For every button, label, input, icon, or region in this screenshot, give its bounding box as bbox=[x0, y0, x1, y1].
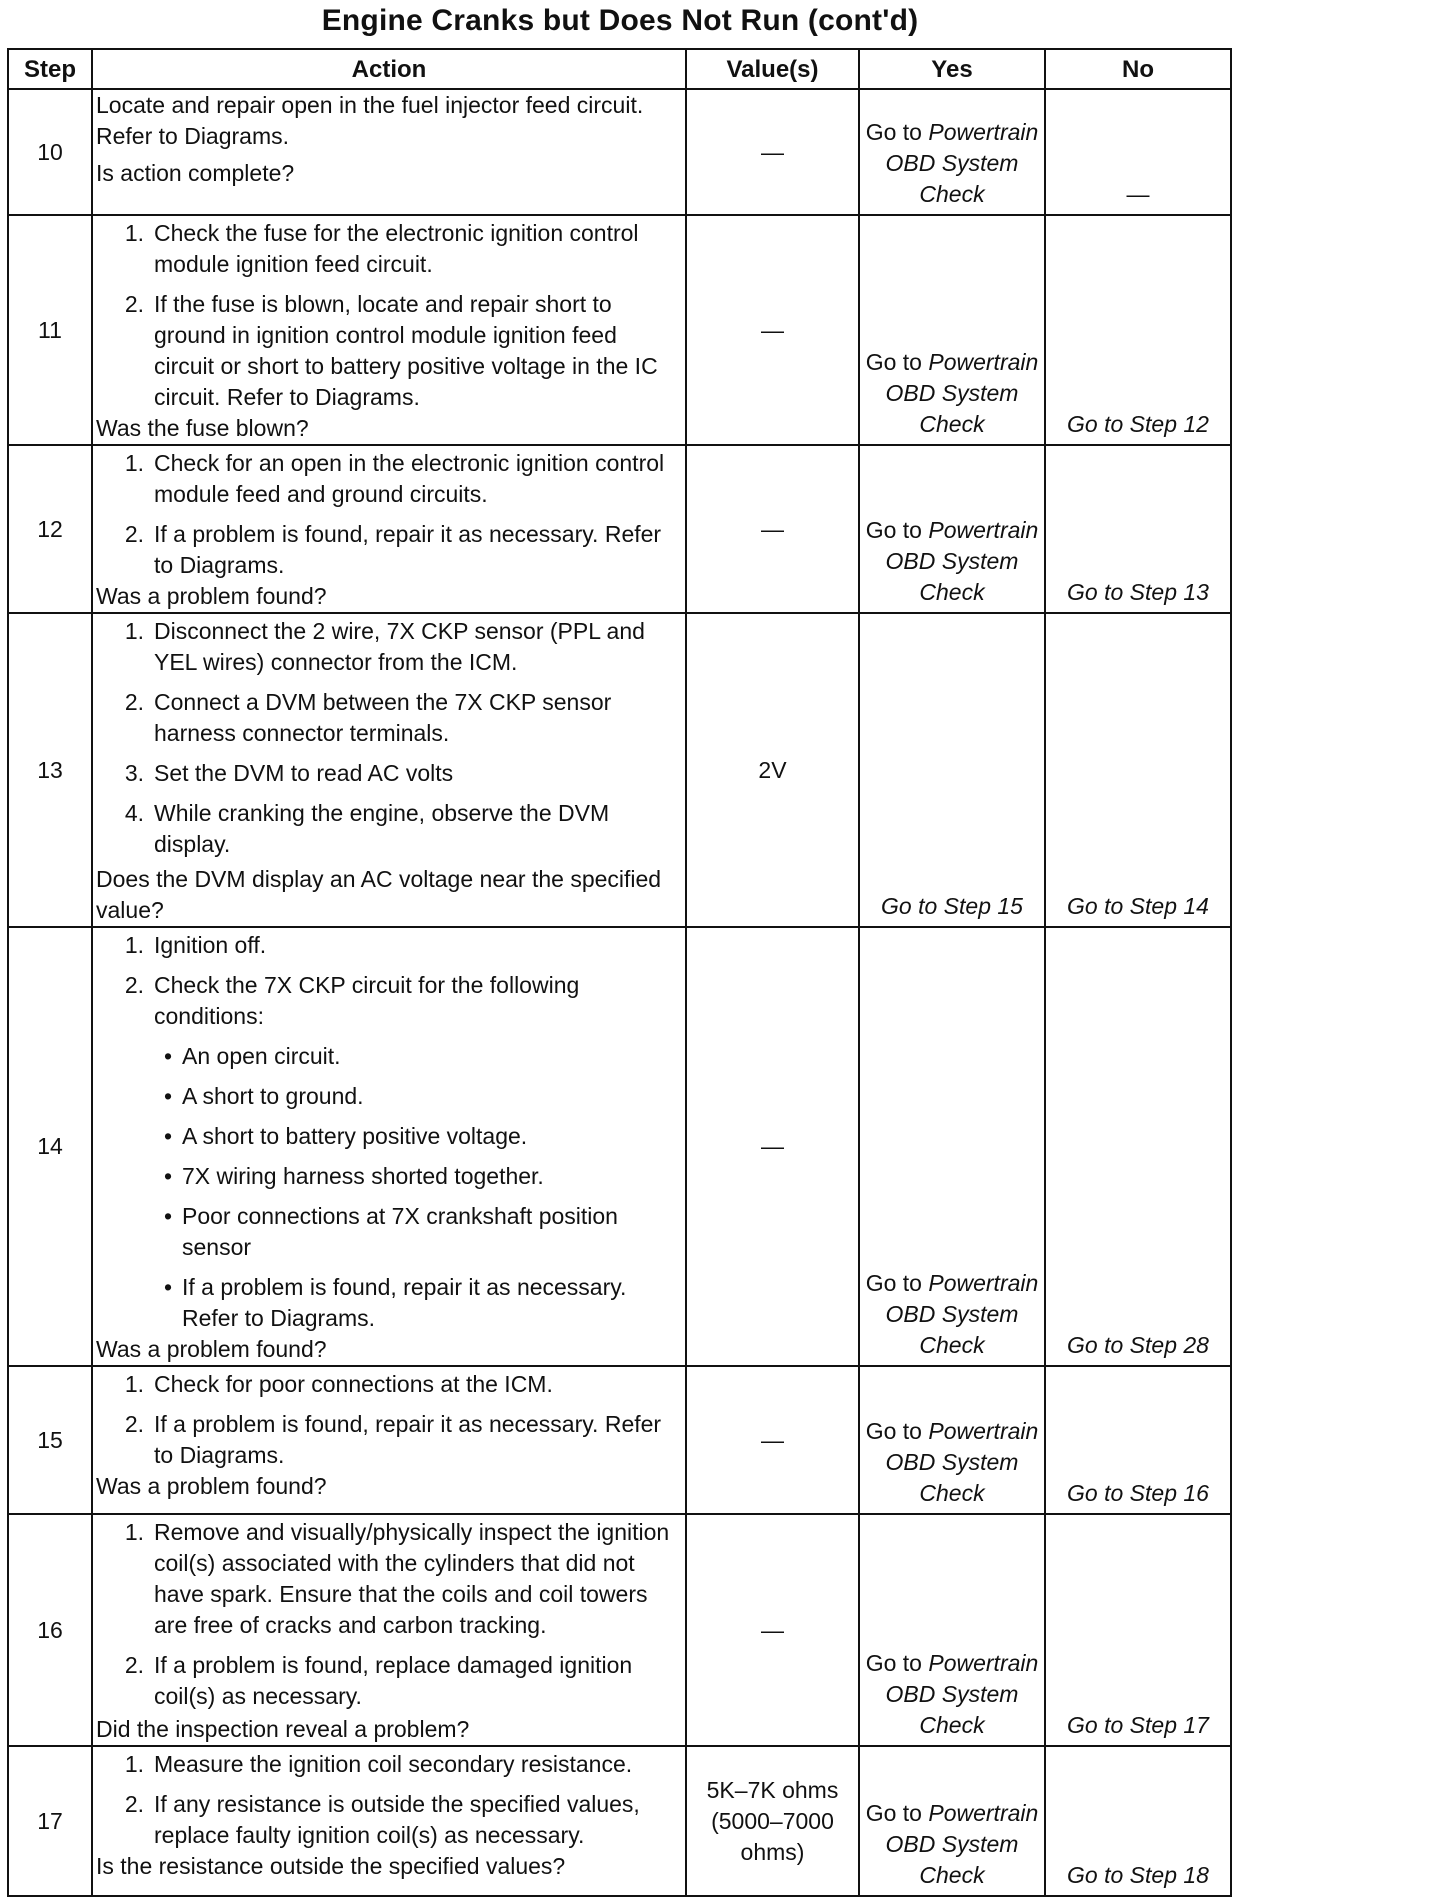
list-item: 2. Connect a DVM between the 7X CKP sensor harness connector terminals. bbox=[124, 689, 612, 746]
header-step: Step bbox=[8, 49, 92, 89]
header-values: Value(s) bbox=[686, 49, 859, 89]
yes-prefix: Go to bbox=[865, 1800, 929, 1826]
table-row bbox=[8, 1366, 1231, 1514]
action-question: Was a problem found? bbox=[96, 1473, 327, 1499]
no-cell: Go to Step 14 bbox=[1045, 613, 1231, 927]
table-row bbox=[8, 613, 1231, 927]
table-row bbox=[8, 1514, 1231, 1746]
yes-cell bbox=[859, 1366, 1045, 1514]
yes-prefix: Go to bbox=[865, 349, 929, 375]
list-item: 1. Check for an open in the electronic ignition control module feed and ground circuits. bbox=[124, 450, 665, 507]
value-cell: — bbox=[686, 1366, 859, 1514]
yes-cell bbox=[859, 445, 1045, 613]
yes-cell bbox=[859, 1514, 1045, 1746]
page-title: Engine Cranks but Does Not Run (cont'd) bbox=[321, 4, 919, 37]
action-cell bbox=[92, 1366, 686, 1514]
yes-cell bbox=[859, 215, 1045, 445]
list-item: 1. Remove and visually/physically inspect the ignition coil(s) associated with the cylinders that did not have spark. Ensure that the coils and coil towers are free of cracks and carbon tracking. bbox=[124, 1519, 670, 1638]
bullet-item: • Poor connections at 7X crankshaft position sensor bbox=[163, 1203, 618, 1260]
yes-cell bbox=[859, 89, 1045, 215]
bullet-item: • A short to ground. bbox=[163, 1083, 364, 1109]
table-row bbox=[8, 445, 1231, 613]
bullet-item: • An open circuit. bbox=[163, 1043, 341, 1069]
value-cell: — bbox=[686, 927, 859, 1366]
action-cell bbox=[92, 1746, 686, 1896]
yes-prefix: Go to bbox=[865, 517, 929, 543]
header-no: No bbox=[1045, 49, 1231, 89]
list-item: 1. Check for poor connections at the ICM. bbox=[124, 1371, 553, 1397]
table-row bbox=[8, 1746, 1231, 1896]
header-action: Action bbox=[92, 49, 686, 89]
action-cell bbox=[92, 89, 686, 215]
yes-prefix: Go to bbox=[865, 1418, 929, 1444]
yes-link: Powertrain OBD System Check bbox=[885, 1650, 1039, 1738]
step-number: 16 bbox=[8, 1514, 92, 1746]
action-question: Does the DVM display an AC voltage near the specified value? bbox=[96, 866, 662, 923]
yes-cell: Go to Step 15 bbox=[859, 613, 1045, 927]
step-number: 12 bbox=[8, 445, 92, 613]
no-cell: — bbox=[1045, 89, 1231, 215]
value-cell: — bbox=[686, 1514, 859, 1746]
yes-link: Powertrain OBD System Check bbox=[885, 1418, 1039, 1506]
yes-prefix: Go to bbox=[865, 119, 929, 145]
no-cell: Go to Step 18 bbox=[1045, 1746, 1231, 1896]
yes-cell bbox=[859, 1746, 1045, 1896]
value-cell: 2V bbox=[686, 613, 859, 927]
action-cell bbox=[92, 215, 686, 445]
step-number: 10 bbox=[8, 89, 92, 215]
table-row bbox=[8, 215, 1231, 445]
step-number: 13 bbox=[8, 613, 92, 927]
action-question: Was a problem found? bbox=[96, 1336, 327, 1362]
value-cell: — bbox=[686, 445, 859, 613]
no-cell: Go to Step 13 bbox=[1045, 445, 1231, 613]
step-number: 14 bbox=[8, 927, 92, 1366]
bullet-item: • If a problem is found, repair it as necessary. Refer to Diagrams. bbox=[163, 1274, 627, 1331]
list-item: 2. If the fuse is blown, locate and repair short to ground in ignition control module ignition feed circuit or short to battery positive voltage in the IC circuit. Refer to Diagrams. bbox=[124, 291, 658, 410]
yes-link: Powertrain OBD System Check bbox=[885, 1800, 1039, 1888]
yes-prefix: Go to bbox=[865, 1650, 929, 1676]
action-cell bbox=[92, 1514, 686, 1746]
list-item: 1. Disconnect the 2 wire, 7X CKP sensor (PPL and YEL wires) connector from the ICM. bbox=[124, 618, 645, 675]
action-line: Refer to Diagrams. bbox=[96, 123, 290, 149]
action-cell bbox=[92, 445, 686, 613]
list-item: 2. If any resistance is outside the specified values, replace faulty ignition coil(s) as necessary. bbox=[124, 1791, 640, 1848]
action-question: Is the resistance outside the specified values? bbox=[96, 1853, 566, 1879]
value-cell: 5K–7K ohms (5000–7000 ohms) bbox=[686, 1746, 859, 1896]
yes-link: Powertrain OBD System Check bbox=[885, 119, 1039, 207]
action-question: Is action complete? bbox=[96, 160, 295, 186]
action-line: Locate and repair open in the fuel injector feed circuit. bbox=[96, 92, 644, 118]
list-item: 1. Check the fuse for the electronic ignition control module ignition feed circuit. bbox=[124, 220, 639, 277]
action-cell bbox=[92, 927, 686, 1366]
list-item: 3. Set the DVM to read AC volts bbox=[124, 760, 454, 786]
action-cell bbox=[92, 613, 686, 927]
step-number: 11 bbox=[8, 215, 92, 445]
header-row bbox=[8, 49, 1231, 89]
value-cell: — bbox=[686, 215, 859, 445]
list-item: 2. If a problem is found, repair it as necessary. Refer to Diagrams. bbox=[124, 521, 662, 578]
no-cell: Go to Step 16 bbox=[1045, 1366, 1231, 1514]
header-yes: Yes bbox=[859, 49, 1045, 89]
list-item: 2. Check the 7X CKP circuit for the following conditions: • An open circuit. • A short to ground. • A short to battery positive voltage. • 7X wiring harness shorted together. • Poor connections at 7X crankshaft position sensor • If a problem is found, repair it as necessary. Refer to Diagrams. bbox=[96, 970, 682, 1334]
yes-cell bbox=[859, 927, 1045, 1366]
value-cell: — bbox=[686, 89, 859, 215]
no-cell: Go to Step 17 bbox=[1045, 1514, 1231, 1746]
no-cell: Go to Step 28 bbox=[1045, 927, 1231, 1366]
list-item: 1. Measure the ignition coil secondary resistance. bbox=[124, 1751, 633, 1777]
diagnostic-table bbox=[7, 48, 1232, 1897]
action-question: Was the fuse blown? bbox=[96, 415, 309, 441]
list-item: 1. Ignition off. bbox=[124, 932, 267, 958]
yes-link: Powertrain OBD System Check bbox=[885, 1270, 1039, 1358]
yes-link: Powertrain OBD System Check bbox=[885, 349, 1039, 437]
bullet-item: • 7X wiring harness shorted together. bbox=[163, 1163, 544, 1189]
no-cell: Go to Step 12 bbox=[1045, 215, 1231, 445]
bullet-item: • A short to battery positive voltage. bbox=[163, 1123, 528, 1149]
yes-prefix: Go to bbox=[865, 1270, 929, 1296]
action-question: Was a problem found? bbox=[96, 583, 327, 609]
list-item: 2. If a problem is found, repair it as necessary. Refer to Diagrams. bbox=[124, 1411, 662, 1468]
action-question: Did the inspection reveal a problem? bbox=[96, 1716, 470, 1742]
table-row bbox=[8, 927, 1231, 1366]
list-item: 4. While cranking the engine, observe the DVM display. bbox=[124, 800, 610, 857]
list-item: 2. If a problem is found, replace damaged ignition coil(s) as necessary. bbox=[124, 1652, 633, 1709]
yes-link: Powertrain OBD System Check bbox=[885, 517, 1039, 605]
table-row bbox=[8, 89, 1231, 215]
step-number: 17 bbox=[8, 1746, 92, 1896]
step-number: 15 bbox=[8, 1366, 92, 1514]
